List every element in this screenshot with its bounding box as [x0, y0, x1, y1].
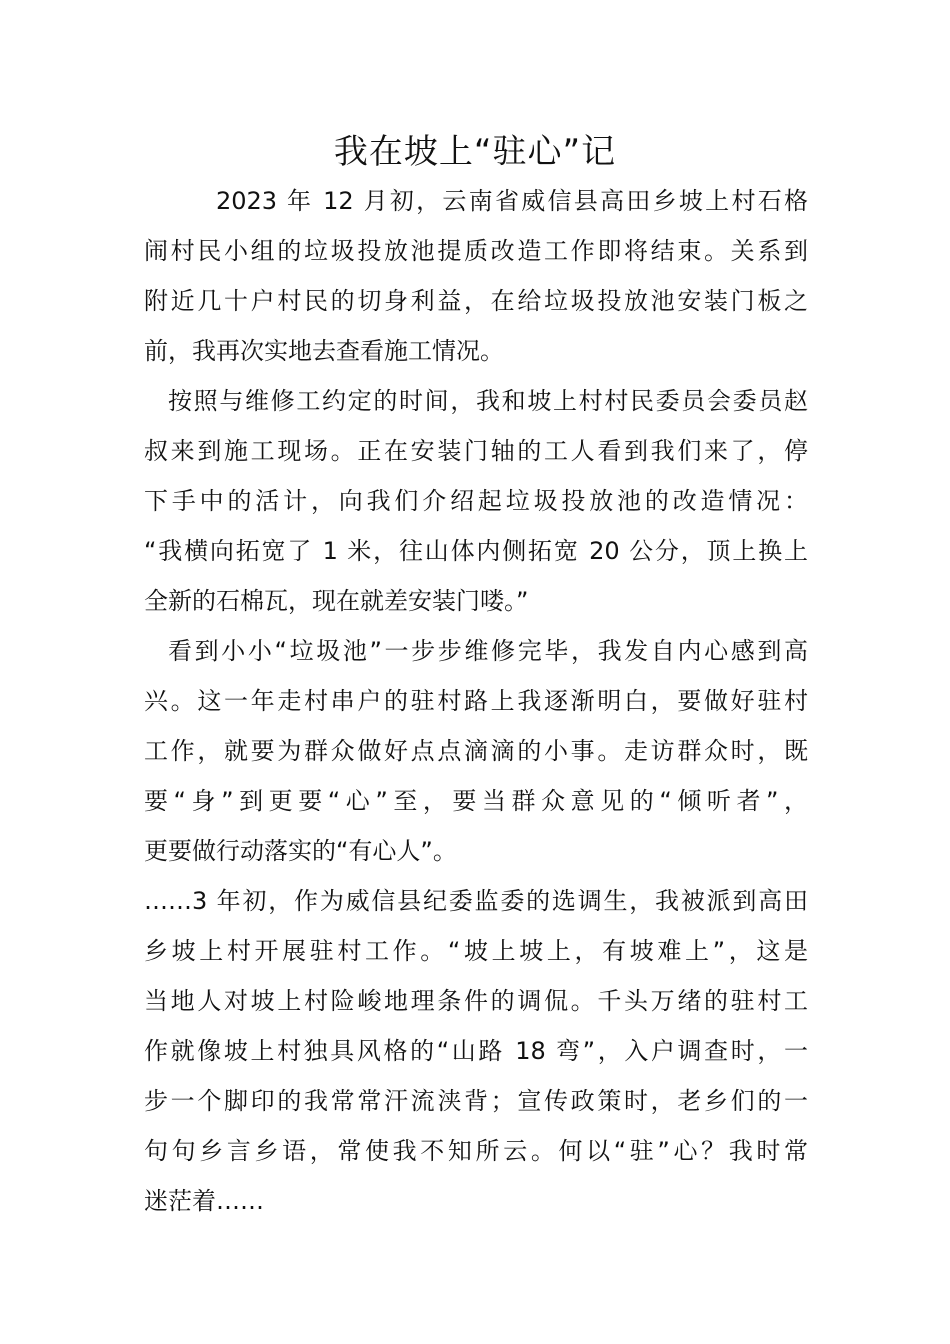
paragraph-4-line-7: 迷茫着……	[144, 1187, 264, 1215]
paragraph-2-line-1: 按照与维修工约定的时间，我和坡上村村民委员会委员赵	[168, 387, 808, 415]
paragraph-2-line-4: “我横向拓宽了 1 米，往山体内侧拓宽 20 公分，顶上换上	[144, 537, 808, 565]
paragraph-4-line-4: 作就像坡上村独具风格的“山路 18 弯”，入户调查时，一	[144, 1037, 808, 1065]
paragraph-3-line-1: 看到小小“垃圾池”一步步维修完毕，我发自内心感到高	[168, 637, 808, 665]
paragraph-1-line-3: 附近几十户村民的切身利益，在给垃圾投放池安装门板之	[144, 287, 808, 315]
paragraph-4-line-5: 步一个脚印的我常常汗流浃背；宣传政策时，老乡们的一	[144, 1087, 808, 1115]
paragraph-3-line-2: 兴。这一年走村串户的驻村路上我逐渐明白，要做好驻村	[144, 687, 808, 715]
paragraph-1-line-2: 闹村民小组的垃圾投放池提质改造工作即将结束。关系到	[144, 237, 808, 265]
paragraph-2-line-3: 下手中的活计，向我们介绍起垃圾投放池的改造情况：	[144, 487, 808, 515]
paragraph-1-line-4: 前，我再次实地去查看施工情况。	[144, 337, 504, 365]
paragraph-4-line-1: ……3 年初，作为威信县纪委监委的选调生，我被派到高田	[144, 887, 808, 915]
paragraph-4-line-2: 乡坡上村开展驻村工作。“坡上坡上，有坡难上”，这是	[144, 937, 808, 965]
paragraph-2-line-2: 叔来到施工现场。正在安装门轴的工人看到我们来了，停	[144, 437, 808, 465]
paragraph-4-line-6: 句句乡言乡语，常使我不知所云。何以“驻”心？我时常	[144, 1137, 808, 1165]
paragraph-1-line-1: 2023 年 12 月初，云南省威信县高田乡坡上村石格	[216, 187, 808, 215]
document-title: 我在坡上“驻心”记	[333, 132, 617, 172]
paragraph-4-line-3: 当地人对坡上村险峻地理条件的调侃。千头万绪的驻村工	[144, 987, 808, 1015]
paragraph-2-line-5: 全新的石棉瓦，现在就差安装门喽。”	[144, 587, 529, 615]
paragraph-3-line-4: 要“身”到更要“心”至，要当群众意见的“倾听者”，	[144, 787, 808, 815]
paragraph-3-line-3: 工作，就要为群众做好点点滴滴的小事。走访群众时，既	[144, 737, 808, 765]
paragraph-3-line-5: 更要做行动落实的“有心人”。	[144, 837, 457, 865]
